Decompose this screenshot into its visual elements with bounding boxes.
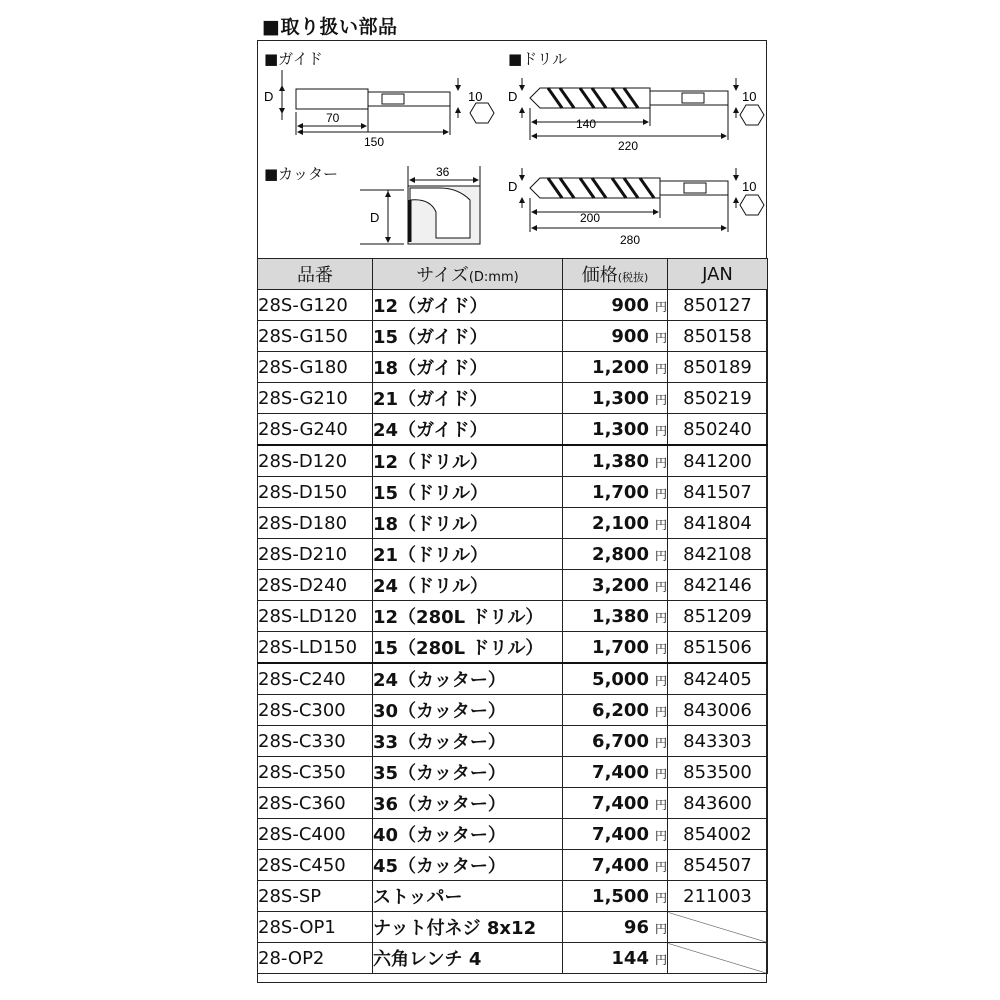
- row-price-yen: 円: [654, 392, 667, 407]
- row-size: 36（カッター）: [373, 788, 563, 819]
- row-price-value: 1,300: [592, 418, 649, 440]
- row-jan: 853500: [668, 757, 768, 788]
- table-row: [258, 632, 768, 664]
- row-jan: 854507: [668, 850, 768, 881]
- row-price-value: 7,400: [592, 792, 649, 814]
- row-code: 28S-OP1: [258, 912, 373, 943]
- row-price: [563, 539, 668, 570]
- row-price: [563, 850, 668, 881]
- row-size: ナット付ネジ 8x12: [373, 912, 563, 943]
- guide-dim-short: 70: [326, 111, 340, 125]
- row-price: [563, 757, 668, 788]
- row-price: [563, 912, 668, 943]
- header-jan: JAN: [668, 259, 768, 290]
- row-price-yen: 円: [654, 517, 667, 532]
- row-price-yen: 円: [654, 673, 667, 688]
- table-row: [258, 352, 768, 383]
- header-size-label: サイズ: [416, 265, 469, 286]
- row-price-yen: 円: [654, 299, 667, 314]
- table-row: [258, 788, 768, 819]
- guide-label: ■ガイド: [264, 50, 323, 68]
- row-price: [563, 601, 668, 632]
- row-price: [563, 445, 668, 477]
- table-row: [258, 570, 768, 601]
- row-size: 15（ドリル）: [373, 477, 563, 508]
- table-row: [258, 539, 768, 570]
- drill-long-d-label: D: [508, 179, 518, 194]
- guide-drawing: [282, 70, 494, 135]
- row-code: 28S-D150: [258, 477, 373, 508]
- table-row: [258, 508, 768, 539]
- parts-diagrams: [0, 0, 1000, 260]
- row-price: [563, 321, 668, 352]
- row-price-yen: 円: [654, 610, 667, 625]
- row-size: 33（カッター）: [373, 726, 563, 757]
- row-price-yen: 円: [654, 766, 667, 781]
- header-price-label: 価格: [581, 265, 618, 286]
- row-price-value: 1,380: [592, 450, 649, 472]
- row-price-yen: 円: [654, 859, 667, 874]
- drill-dim-short: 140: [576, 117, 597, 131]
- row-price-value: 6,200: [592, 699, 649, 721]
- cutter-dim-width: 36: [436, 165, 450, 179]
- row-code: 28S-C400: [258, 819, 373, 850]
- drill-drawing: [522, 78, 764, 140]
- row-code: 28S-C330: [258, 726, 373, 757]
- row-size: 12（ドリル）: [373, 445, 563, 477]
- cutter-d-label: D: [370, 210, 380, 225]
- row-jan: 841200: [668, 445, 768, 477]
- parts-table: [257, 258, 768, 974]
- row-jan: 842146: [668, 570, 768, 601]
- row-price-yen: 円: [654, 921, 667, 936]
- row-jan: 843600: [668, 788, 768, 819]
- row-code: 28S-G210: [258, 383, 373, 414]
- row-price-value: 6,700: [592, 730, 649, 752]
- row-price-value: 7,400: [592, 761, 649, 783]
- row-price-yen: 円: [654, 486, 667, 501]
- row-code: 28S-G150: [258, 321, 373, 352]
- guide-hex-label: 10: [468, 89, 483, 104]
- row-jan: [668, 943, 768, 974]
- row-code: 28S-C240: [258, 663, 373, 695]
- row-code: 28S-D120: [258, 445, 373, 477]
- drill-long-drawing: [522, 168, 764, 232]
- row-price-yen: 円: [654, 704, 667, 719]
- row-price-yen: 円: [654, 890, 667, 905]
- row-price-yen: 円: [654, 641, 667, 656]
- row-size: 21（ガイド）: [373, 383, 563, 414]
- row-code: 28S-LD150: [258, 632, 373, 664]
- row-price-value: 144: [611, 947, 649, 969]
- row-price-yen: 円: [654, 579, 667, 594]
- row-size: 15（280L ドリル）: [373, 632, 563, 664]
- row-jan: 850189: [668, 352, 768, 383]
- row-price: [563, 695, 668, 726]
- row-jan: 842405: [668, 663, 768, 695]
- row-price-yen: 円: [654, 423, 667, 438]
- row-price: [563, 819, 668, 850]
- row-size: 12（ガイド）: [373, 290, 563, 321]
- row-price: [563, 632, 668, 664]
- row-price: [563, 881, 668, 912]
- row-code: 28S-D180: [258, 508, 373, 539]
- header-size-unit: (D:mm): [468, 270, 519, 285]
- row-size: 15（ガイド）: [373, 321, 563, 352]
- row-jan: 850240: [668, 414, 768, 446]
- row-price: [563, 663, 668, 695]
- row-size: 24（ガイド）: [373, 414, 563, 446]
- table-row: [258, 663, 768, 695]
- table-row: [258, 321, 768, 352]
- drill-long-dim-short: 200: [580, 211, 601, 225]
- row-price-value: 2,800: [592, 543, 649, 565]
- row-price-yen: 円: [654, 828, 667, 843]
- row-code: 28S-G240: [258, 414, 373, 446]
- row-size: 35（カッター）: [373, 757, 563, 788]
- row-size: 30（カッター）: [373, 695, 563, 726]
- row-jan: 841804: [668, 508, 768, 539]
- table-header-row: [258, 259, 768, 290]
- row-size: 18（ガイド）: [373, 352, 563, 383]
- drill-hex-label: 10: [742, 89, 757, 104]
- row-code: 28-OP2: [258, 943, 373, 974]
- row-code: 28S-G120: [258, 290, 373, 321]
- row-size: 45（カッター）: [373, 850, 563, 881]
- row-price-yen: 円: [654, 548, 667, 563]
- row-jan: 851506: [668, 632, 768, 664]
- row-price: [563, 414, 668, 446]
- table-row: [258, 757, 768, 788]
- row-price-value: 1,500: [592, 885, 649, 907]
- drill-dim-long: 220: [618, 139, 639, 153]
- header-code: 品番: [258, 259, 373, 290]
- row-price-value: 7,400: [592, 854, 649, 876]
- row-price-yen: 円: [654, 797, 667, 812]
- table-row: [258, 601, 768, 632]
- table-row: [258, 943, 768, 974]
- row-jan: 843303: [668, 726, 768, 757]
- row-jan: 841507: [668, 477, 768, 508]
- row-size: ストッパー: [373, 881, 563, 912]
- drill-d-label: D: [508, 89, 518, 104]
- header-price-note: (税抜): [617, 271, 649, 284]
- table-row: [258, 695, 768, 726]
- row-jan: 842108: [668, 539, 768, 570]
- row-jan: 850158: [668, 321, 768, 352]
- row-price: [563, 726, 668, 757]
- drill-long-hex-label: 10: [742, 179, 757, 194]
- row-code: 28S-D240: [258, 570, 373, 601]
- drill-label: ■ドリル: [508, 50, 568, 68]
- row-price: [563, 943, 668, 974]
- row-price-value: 5,000: [592, 668, 649, 690]
- row-jan: 843006: [668, 695, 768, 726]
- row-size: 24（カッター）: [373, 663, 563, 695]
- table-row: [258, 881, 768, 912]
- row-code: 28S-C360: [258, 788, 373, 819]
- row-price: [563, 383, 668, 414]
- guide-dim-long: 150: [364, 135, 385, 149]
- row-price-value: 1,200: [592, 356, 649, 378]
- row-price-value: 3,200: [592, 574, 649, 596]
- row-code: 28S-C450: [258, 850, 373, 881]
- row-price: [563, 352, 668, 383]
- row-price-value: 900: [611, 325, 649, 347]
- guide-d-label: D: [264, 89, 274, 104]
- table-row: [258, 850, 768, 881]
- table-row: [258, 445, 768, 477]
- header-size: [373, 259, 563, 290]
- row-price-yen: 円: [654, 952, 667, 967]
- row-price-value: 900: [611, 294, 649, 316]
- row-code: 28S-D210: [258, 539, 373, 570]
- section-title: ■取り扱い部品: [262, 16, 398, 38]
- row-price-yen: 円: [654, 455, 667, 470]
- row-price: [563, 290, 668, 321]
- table-row: [258, 912, 768, 943]
- row-size: 12（280L ドリル）: [373, 601, 563, 632]
- row-size: 六角レンチ 4: [373, 943, 563, 974]
- row-size: 21（ドリル）: [373, 539, 563, 570]
- row-code: 28S-G180: [258, 352, 373, 383]
- row-price: [563, 570, 668, 601]
- row-price-value: 1,300: [592, 387, 649, 409]
- row-code: 28S-SP: [258, 881, 373, 912]
- table-row: [258, 383, 768, 414]
- row-code: 28S-C300: [258, 695, 373, 726]
- cutter-drawing: [360, 166, 480, 244]
- row-code: 28S-LD120: [258, 601, 373, 632]
- header-price: [563, 259, 668, 290]
- row-jan: 851209: [668, 601, 768, 632]
- row-price-yen: 円: [654, 361, 667, 376]
- table-row: [258, 726, 768, 757]
- row-jan: 854002: [668, 819, 768, 850]
- table-row: [258, 290, 768, 321]
- row-size: 24（ドリル）: [373, 570, 563, 601]
- row-price: [563, 788, 668, 819]
- row-price: [563, 477, 668, 508]
- table-row: [258, 477, 768, 508]
- row-price-yen: 円: [654, 330, 667, 345]
- row-jan: [668, 912, 768, 943]
- row-price-value: 7,400: [592, 823, 649, 845]
- row-price-value: 1,380: [592, 605, 649, 627]
- row-price-value: 2,100: [592, 512, 649, 534]
- cutter-label: ■カッター: [264, 165, 339, 183]
- row-price-yen: 円: [654, 735, 667, 750]
- row-jan: 850127: [668, 290, 768, 321]
- table-row: [258, 819, 768, 850]
- row-price-value: 1,700: [592, 636, 649, 658]
- row-jan: 211003: [668, 881, 768, 912]
- drill-long-dim-long: 280: [620, 233, 641, 247]
- row-jan: 850219: [668, 383, 768, 414]
- table-row: [258, 414, 768, 446]
- row-size: 18（ドリル）: [373, 508, 563, 539]
- row-price-value: 96: [623, 916, 649, 938]
- row-size: 40（カッター）: [373, 819, 563, 850]
- row-price-value: 1,700: [592, 481, 649, 503]
- row-code: 28S-C350: [258, 757, 373, 788]
- row-price: [563, 508, 668, 539]
